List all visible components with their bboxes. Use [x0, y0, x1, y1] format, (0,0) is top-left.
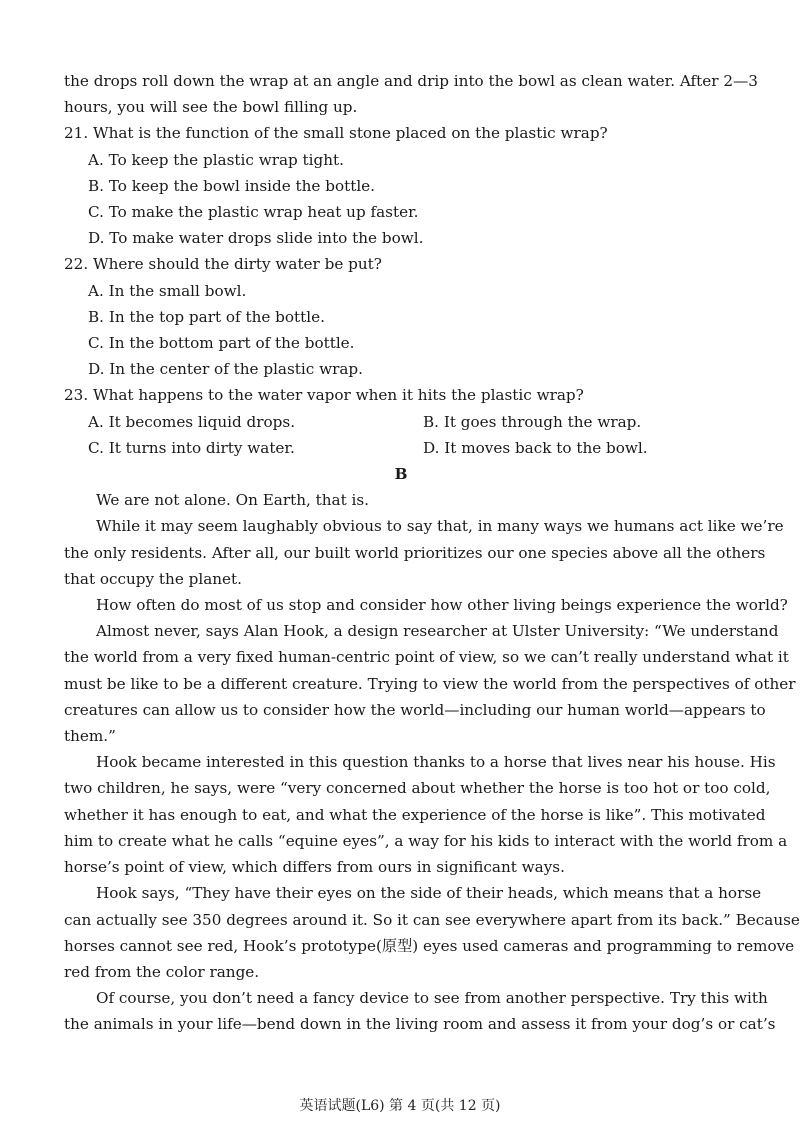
paragraph [64, 592, 788, 618]
question-stem: 23. What happens to the water vapor when it hits the plastic wrap? [64, 386, 584, 405]
paragraph [64, 618, 796, 749]
paragraph-line: We are not alone. On Earth, that is. [96, 491, 370, 510]
question-stem: 22. Where should the dirty water be put? [64, 255, 382, 274]
question-stem: 21. What is the function of the small stone placed on the plastic wrap? [64, 124, 608, 143]
paragraph-line: can actually see 350 degrees around it. So it can see everywhere apart from its back.” Because [64, 910, 800, 929]
paragraph-line: Hook became interested in this question thanks to a horse that lives near his house. His [96, 753, 776, 772]
option-d: D. In the center of the plastic wrap. [88, 360, 363, 379]
paragraph-line: must be like to be a different creature. Trying to view the world from the perspectives of other [64, 674, 796, 693]
passage-b [64, 487, 800, 1037]
intro-line: hours, you will see the bowl filling up. [64, 98, 358, 117]
option-a: A. To keep the plastic wrap tight. [88, 150, 344, 169]
paragraph [64, 985, 776, 1037]
options-row [64, 435, 738, 461]
paragraph-line: the only residents. After all, our built world prioritizes our one species above all the others [64, 543, 766, 562]
page-footer: 英语试题(L6) 第 4 页(共 12 页) [299, 1098, 501, 1114]
paragraph [64, 487, 738, 513]
paragraph-line: horses cannot see red, Hook’s prototype(原型) eyes used cameras and programming to remove [64, 936, 795, 955]
page-content [64, 68, 800, 1038]
paragraph-line: red from the color range. [64, 962, 260, 981]
paragraph-line: whether it has enough to eat, and what the experience of the horse is like”. This motivated [64, 805, 766, 824]
option-c: C. In the bottom part of the bottle. [88, 334, 355, 353]
paragraph-line: Hook says, “They have their eyes on the side of their heads, which means that a horse [96, 884, 762, 903]
option-b: B. To keep the bowl inside the bottle. [88, 176, 375, 195]
paragraph [64, 749, 788, 880]
option-c: C. To make the plastic wrap heat up faster. [88, 203, 419, 222]
option-d: D. It moves back to the bowl. [423, 438, 648, 457]
option-c: C. It turns into dirty water. [88, 438, 295, 457]
paragraph-line: Of course, you don’t need a fancy device to see from another perspective. Try this with [96, 989, 768, 1008]
paragraph-line: them.” [64, 727, 116, 746]
paragraph-line: creatures can allow us to consider how the world—including our human world—appears to [64, 700, 766, 719]
paragraph-line: Almost never, says Alan Hook, a design researcher at Ulster University: “We understand [96, 622, 779, 641]
section-title: B [394, 465, 408, 484]
paragraph [64, 513, 784, 592]
paragraph-line: the animals in your life—bend down in the living room and assess it from your dog’s or cat’s [64, 1015, 776, 1034]
paragraph-line: that occupy the planet. [64, 569, 242, 588]
paragraph-line: the world from a very fixed human-centric point of view, so we can’t really understand what it [64, 648, 789, 667]
paragraph-line: How often do most of us stop and consider how other living beings experience the world? [96, 596, 788, 615]
question-23 [64, 382, 738, 461]
option-a: A. In the small bowl. [88, 281, 247, 300]
option-a: A. It becomes liquid drops. [88, 412, 296, 431]
paragraph-line: two children, he says, were “very concerned about whether the horse is too hot or too cold, [64, 779, 771, 798]
options-row [64, 409, 738, 435]
paragraph-line: him to create what he calls “equine eyes”, a way for his kids to interact with the world from a [64, 831, 788, 850]
paragraph-line: While it may seem laughably obvious to say that, in many ways we humans act like we’re [96, 517, 784, 536]
paragraph-line: horse’s point of view, which differs from ours in significant ways. [64, 858, 565, 877]
question-22 [64, 251, 738, 382]
question-21 [64, 120, 738, 251]
option-b: B. It goes through the wrap. [423, 412, 642, 431]
intro-line: the drops roll down the wrap at an angle and drip into the bowl as clean water. After 2—3 [64, 72, 758, 90]
paragraph [64, 880, 800, 985]
option-b: B. In the top part of the bottle. [88, 307, 325, 326]
option-d: D. To make water drops slide into the bowl. [88, 229, 424, 248]
intro-passage [64, 68, 758, 120]
